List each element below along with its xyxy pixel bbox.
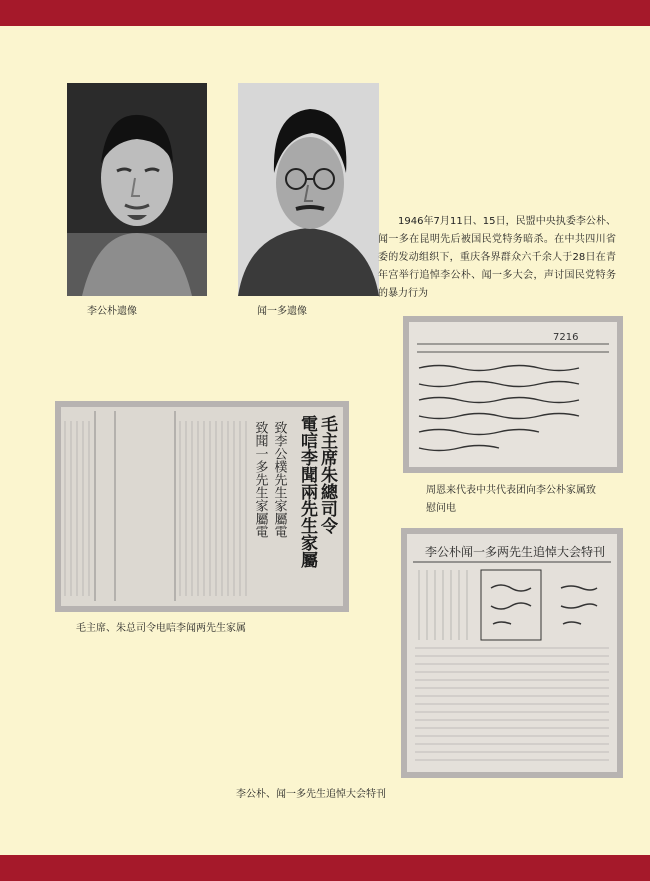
top-border-band	[0, 0, 650, 26]
memorial-masthead: 李公朴闻一多两先生追悼大会特刊	[425, 545, 606, 559]
mao-telegram-caption: 毛主席、朱总司令电唁李闻两先生家属	[76, 623, 246, 634]
newspaper-subhead-li: 致李公樸先生家屬電	[271, 421, 287, 538]
li-gongpu-portrait	[67, 83, 207, 296]
mao-telegram-newspaper-image	[55, 401, 349, 612]
memorial-special-issue-caption: 李公朴、闻一多先生追悼大会特刊	[236, 789, 386, 800]
telegram-number: 7216	[553, 332, 579, 343]
headline-col1: 毛主席朱總司令	[317, 415, 337, 534]
memorial-special-issue-image	[401, 528, 623, 778]
zhou-telegram-image	[403, 316, 623, 473]
zhou-telegram-caption-line1: 周恩来代表中共代表团向李公朴家属致	[426, 485, 596, 496]
newspaper-subhead-wen: 致聞一多先生家屬電	[252, 421, 268, 538]
wen-yiduo-portrait	[238, 83, 379, 296]
wen-yiduo-portrait-caption: 闻一多遗像	[257, 306, 307, 317]
headline-col2: 電唁李聞兩先生家屬	[297, 415, 317, 568]
zhou-telegram-caption-line2: 慰问电	[426, 503, 456, 514]
bottom-border-band	[0, 855, 650, 881]
event-description-paragraph: 1946年7月11日、15日，民盟中央执委李公朴、闻一多在昆明先后被国民党特务暗杀。在中共四川省委的发动组织下，重庆各界群众六千余人于28日在青年宫举行追悼李公朴、闻一多大会，声讨国民党特务的暴力行为	[378, 216, 616, 299]
li-gongpu-portrait-caption: 李公朴遗像	[87, 306, 137, 317]
